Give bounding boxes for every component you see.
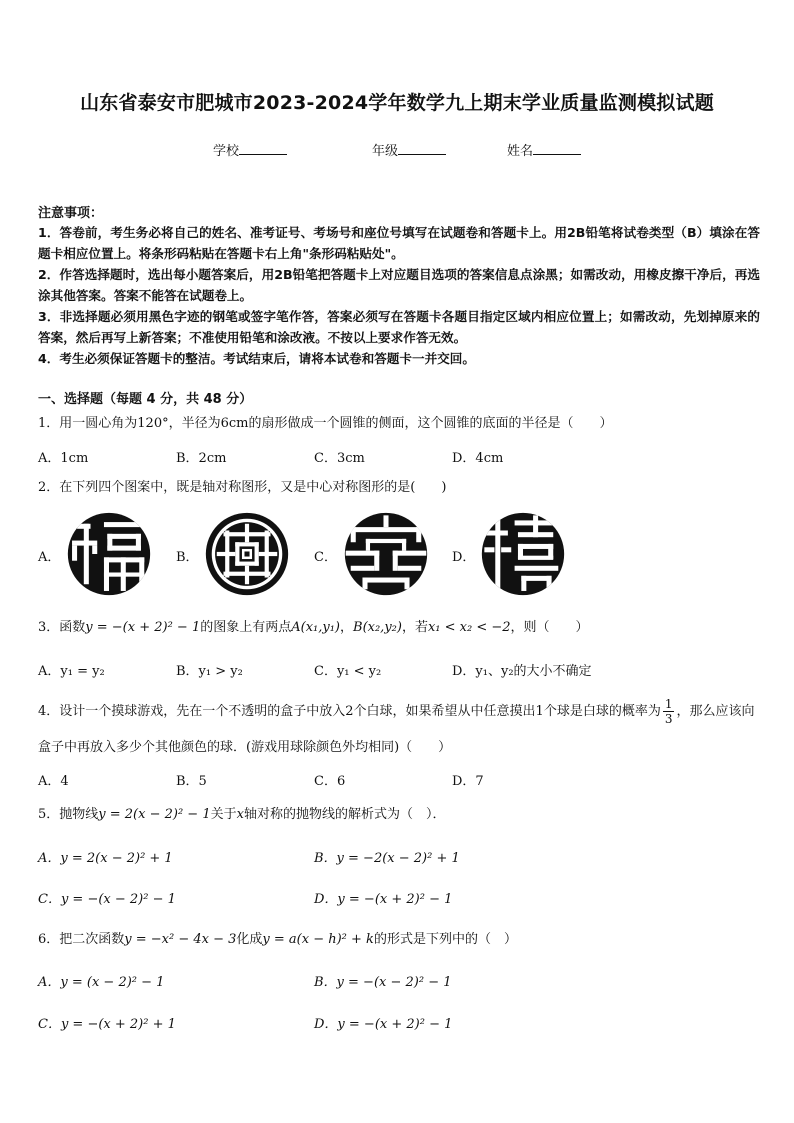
section-title: 一、选择题（每题 4 分，共 48 分）: [38, 392, 253, 407]
q3-option-d[interactable]: D．y₁、y₂的大小不确定: [452, 664, 592, 679]
q3-stem-b: 的图象上有两点: [200, 620, 292, 635]
q5-axis: x: [236, 807, 244, 822]
q3-stem-c: ，若: [401, 620, 428, 635]
xi-seal-icon[interactable]: [481, 512, 565, 596]
q6-form: y = a(x − h)² + k: [262, 932, 374, 947]
name-label: 姓名: [507, 144, 534, 159]
q3-option-a[interactable]: A．y₁ = y₂: [38, 664, 105, 679]
shou-seal-icon[interactable]: [344, 512, 428, 596]
fu-seal-icon[interactable]: [67, 512, 151, 596]
question-3: [38, 617, 760, 639]
q1-option-b[interactable]: B．2cm: [176, 451, 227, 466]
grade-blank[interactable]: [398, 142, 446, 155]
q3-stem-d: ，则（ ）: [510, 620, 589, 635]
q5-option-b[interactable]: B．y = −2(x − 2)² + 1: [314, 851, 460, 866]
question-4: [38, 694, 760, 766]
q5-option-d[interactable]: D．y = −(x + 2)² − 1: [314, 892, 453, 907]
note-item: 1．答卷前，考生务必将自己的姓名、准考证号、考场号和座位号填写在试题卷和答题卡上。用2B铅笔将试卷类型（B）填涂在答题卡相应位置上。将条形码粘贴在答题卡右上角"条形码粘贴处"。: [38, 225, 760, 261]
q6-option-b[interactable]: B．y = −(x − 2)² − 1: [314, 975, 452, 990]
q4-fraction: [663, 697, 675, 726]
q2-option-d-label[interactable]: D．: [452, 550, 476, 565]
note-item: 2．作答选择题时，选出每小题答案后，用2B铅笔把答题卡上对应题目选项的答案信息点涂黑；如需改动，用橡皮擦干净后，再选涂其他答案。答案不能答在试题卷上。: [38, 267, 760, 303]
q6-option-c[interactable]: C．y = −(x + 2)² + 1: [38, 1017, 176, 1032]
question-2-stem: 2．在下列四个图案中，既是轴对称图形，又是中心对称图形的是( ): [38, 480, 447, 495]
q4-fraction-denominator: 3: [664, 712, 673, 726]
q2-option-a-label[interactable]: A．: [38, 550, 61, 565]
q4-option-b[interactable]: B．5: [176, 774, 207, 789]
notes-heading: 注意事项：: [38, 206, 104, 221]
grade-label: 年级: [372, 144, 399, 159]
q4-stem-a: 4．设计一个摸球游戏，先在一个不透明的盒子中放入2个白球，如果希望从中任意摸出1个球是白球的概率为: [38, 704, 661, 719]
q2-option-b-label[interactable]: B．: [176, 550, 199, 565]
grade-field[interactable]: [372, 140, 446, 159]
q5-option-a[interactable]: A．y = 2(x − 2)² + 1: [38, 851, 173, 866]
q5-option-c[interactable]: C．y = −(x − 2)² − 1: [38, 892, 176, 907]
school-label: 学校: [213, 144, 240, 159]
q1-option-c[interactable]: C．3cm: [314, 451, 365, 466]
q3-point-b: B(x₂,y₂): [353, 620, 402, 635]
notes-list: [38, 222, 760, 369]
q3-point-a: A(x₁,y₁): [291, 620, 340, 635]
q3-stem-a: 3．函数: [38, 620, 86, 635]
question-6: [38, 929, 760, 951]
q1-option-a[interactable]: A．1cm: [38, 451, 89, 466]
q6-formula: y = −x² − 4x − 3: [124, 932, 237, 947]
question-1-stem: 1．用一圆心角为120°，半径为6cm的扇形做成一个圆锥的侧面，这个圆锥的底面的半径是（ ）: [38, 416, 613, 431]
q4-fraction-numerator: 1: [664, 697, 673, 711]
q3-condition: x₁ < x₂ < −2: [427, 620, 511, 635]
q5-formula: y = 2(x − 2)² − 1: [98, 807, 211, 822]
q4-option-d[interactable]: D．7: [452, 774, 484, 789]
question-5: [38, 804, 760, 826]
q3-formula: y = −(x + 2)² − 1: [85, 620, 201, 635]
q6-option-d[interactable]: D．y = −(x + 2)² − 1: [314, 1017, 453, 1032]
q1-option-d[interactable]: D．4cm: [452, 451, 504, 466]
q4-stem-b: ，那么应该向盒子中再放入多少个其他颜色的球．(游戏用球除颜色外均相同)（ ）: [38, 704, 755, 755]
q3-option-b[interactable]: B．y₁ > y₂: [176, 664, 243, 679]
q6-stem-c: 的形式是下列中的（ ）: [373, 932, 517, 947]
school-blank[interactable]: [239, 142, 287, 155]
lattice-seal-icon[interactable]: [205, 512, 289, 596]
q6-option-a[interactable]: A．y = (x − 2)² − 1: [38, 975, 165, 990]
note-item: 4．考生必须保证答题卡的整洁。考试结束后，请将本试卷和答题卡一并交回。: [38, 351, 475, 366]
q4-option-a[interactable]: A．4: [38, 774, 69, 789]
question-2: [38, 477, 760, 499]
q3-option-c[interactable]: C．y₁ < y₂: [314, 664, 382, 679]
question-1: [38, 413, 760, 435]
note-item: 3．非选择题必须用黑色字迹的钢笔或签字笔作答，答案必须写在答题卡各题目指定区域内相应位置上；如需改动，先划掉原来的答案，然后再写上新答案；不准使用铅笔和涂改液。不按以上要求作答无效。: [38, 309, 760, 345]
q4-option-c[interactable]: C．6: [314, 774, 346, 789]
q6-stem-b: 化成: [236, 932, 263, 947]
q5-stem-a: 5．抛物线: [38, 807, 99, 822]
q6-stem-a: 6．把二次函数: [38, 932, 125, 947]
q2-option-c-label[interactable]: C．: [314, 550, 337, 565]
school-field[interactable]: [213, 140, 287, 159]
q3-separator: ，: [340, 620, 354, 635]
name-blank[interactable]: [533, 142, 581, 155]
page-title: 山东省泰安市肥城市2023-2024学年数学九上期末学业质量监测模拟试题: [80, 92, 714, 114]
name-field[interactable]: [507, 140, 581, 159]
q5-stem-b: 关于: [210, 807, 237, 822]
q5-stem-c: 轴对称的抛物线的解析式为（ ）．: [243, 807, 446, 822]
